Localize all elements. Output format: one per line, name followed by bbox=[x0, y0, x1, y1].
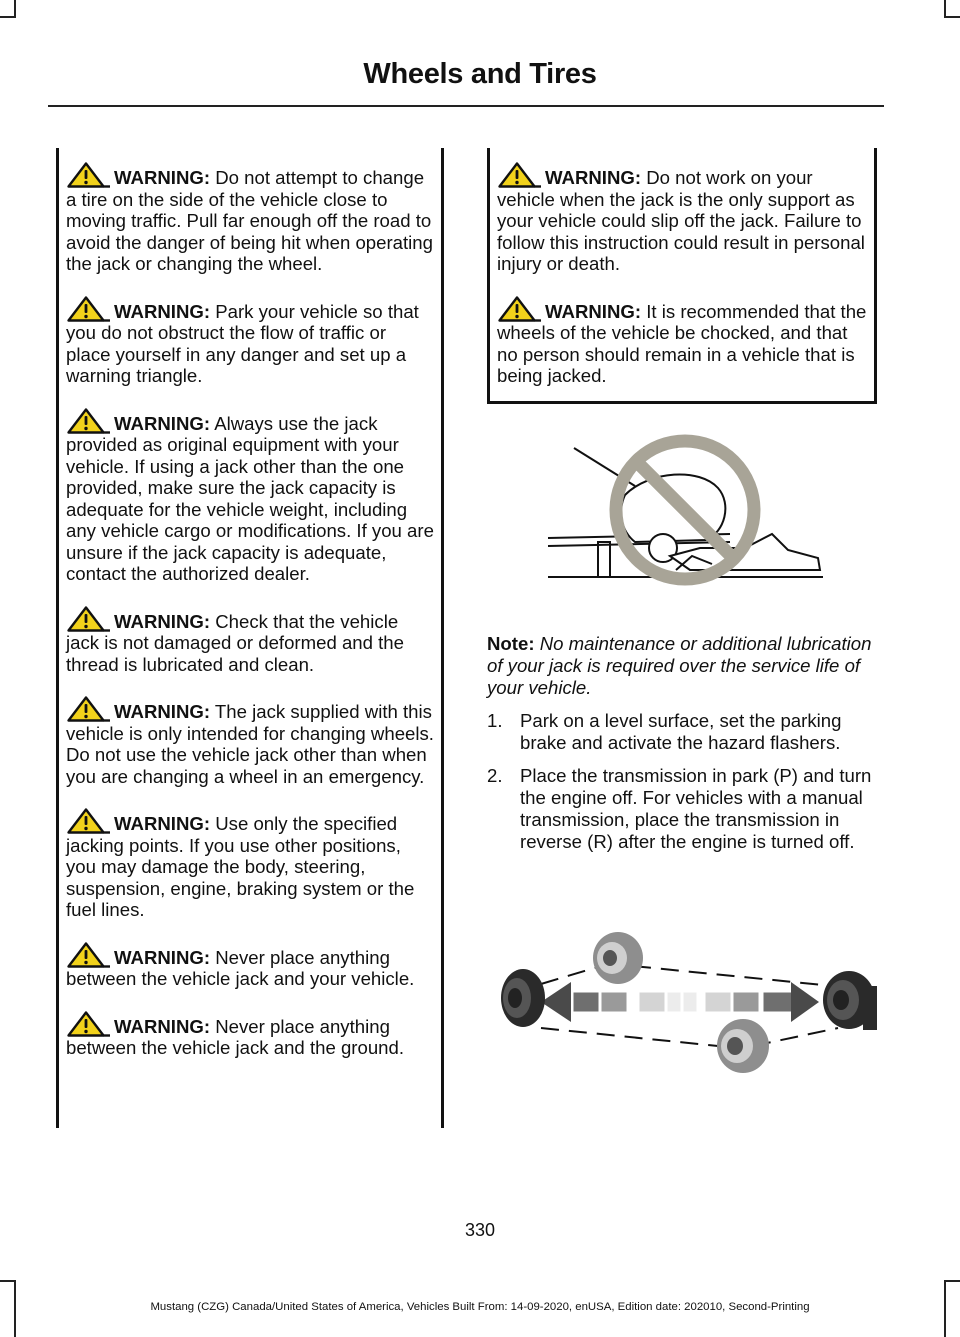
warning-triangle-icon bbox=[66, 296, 110, 322]
crop-mark bbox=[946, 1280, 960, 1282]
crop-mark bbox=[0, 1280, 14, 1282]
step-number: 2. bbox=[487, 765, 503, 786]
warning-text: Do not attempt to change a tire on the side of the vehicle close to moving traffic. Pull far enough off the road to avoid the danger of being hit when operating the jack or changing the wheel. bbox=[66, 167, 433, 274]
warning-item bbox=[66, 162, 435, 275]
chocked-tire-icon bbox=[823, 971, 877, 1030]
step-text: Park on a level surface, set the parking brake and activate the hazard flashers. bbox=[520, 710, 842, 753]
warning-triangle-icon bbox=[497, 162, 541, 188]
tire-icon bbox=[593, 932, 643, 984]
warning-text: Do not work on your vehicle when the jack is the only support as your vehicle could slip off the jack. Failure to follow this instruction could result in personal injury or death. bbox=[497, 167, 865, 274]
footer-text: Mustang (CZG) Canada/United States of America, Vehicles Built From: 14-09-2020, enUSA, Edition date: 202010, Second-Printing bbox=[150, 1301, 810, 1313]
crop-mark bbox=[14, 0, 16, 18]
warning-text: Always use the jack provided as original equipment with your vehicle. If using a jack other than the one provided, make sure the jack capacity is adequate for the vehicle weight, including any vehicle cargo or modifications. If you are unsure if the jack capacity is adequate, contact the authorized dealer. bbox=[66, 412, 434, 584]
warning-item bbox=[66, 296, 435, 387]
warning-text: Never place anything between the vehicle jack and the ground. bbox=[66, 1015, 405, 1058]
warning-text: The jack supplied with this vehicle is only intended for changing wheels. Do not use the vehicle jack other than when you are changing a wheel in an emergency. bbox=[66, 701, 434, 787]
warning-item bbox=[66, 606, 435, 676]
note-label: Note: bbox=[487, 633, 535, 654]
warning-item bbox=[497, 296, 868, 387]
warning-triangle-icon bbox=[66, 808, 110, 834]
warning-triangle-icon bbox=[66, 606, 110, 632]
warning-label: WARNING: bbox=[545, 300, 642, 322]
warning-text: It is recommended that the wheels of the vehicle be chocked, and that no person should remain in a vehicle that is being jacked. bbox=[497, 300, 867, 386]
warning-label: WARNING: bbox=[545, 167, 642, 188]
step-item bbox=[487, 710, 879, 754]
crop-mark bbox=[0, 16, 14, 18]
instructions-column bbox=[487, 633, 879, 853]
warning-text: Use only the specified jacking points. If you use other positions, you may damage the body, steering, suspension, engine, braking system or the fuel lines. bbox=[66, 813, 415, 920]
warning-item bbox=[497, 162, 868, 275]
warning-item bbox=[66, 942, 435, 990]
warning-text: Check that the vehicle jack is not damaged or deformed and the thread is lubricated and clean. bbox=[66, 610, 404, 675]
warning-label: WARNING: bbox=[114, 1015, 211, 1037]
warning-triangle-icon bbox=[497, 296, 541, 322]
warning-label: WARNING: bbox=[114, 946, 211, 968]
warning-triangle-icon bbox=[66, 1011, 110, 1037]
warning-triangle-icon bbox=[66, 408, 110, 434]
page-title: Wheels and Tires bbox=[363, 58, 597, 90]
wheel-chock-illustration bbox=[493, 928, 883, 1080]
warning-triangle-icon bbox=[66, 942, 110, 968]
warning-text: Never place anything between the vehicle jack and your vehicle. bbox=[66, 946, 415, 989]
left-warning-column bbox=[56, 148, 444, 1128]
step-number: 1. bbox=[487, 710, 503, 731]
tire-icon bbox=[717, 1019, 769, 1073]
warning-item bbox=[66, 408, 435, 585]
step-item bbox=[487, 765, 879, 853]
tire-icon bbox=[501, 969, 545, 1027]
warning-item bbox=[66, 696, 435, 787]
warning-label: WARNING: bbox=[114, 167, 211, 188]
warning-label: WARNING: bbox=[114, 412, 211, 434]
warning-label: WARNING: bbox=[114, 610, 211, 632]
warning-label: WARNING: bbox=[114, 813, 211, 834]
warning-label: WARNING: bbox=[114, 701, 211, 722]
right-warning-box bbox=[487, 148, 877, 404]
no-person-under-vehicle-illustration bbox=[540, 430, 830, 590]
page-number: 330 bbox=[464, 1220, 496, 1240]
title-rule bbox=[48, 105, 884, 107]
warning-text: Park your vehicle so that you do not obstruct the flow of traffic or place yourself in any danger and set up a warning triangle. bbox=[66, 300, 419, 386]
step-text: Place the transmission in park (P) and turn the engine off. For vehicles with a manual transmission, place the transmission in reverse (R) after the engine is turned off. bbox=[520, 765, 872, 852]
warning-triangle-icon bbox=[66, 696, 110, 722]
crop-mark bbox=[946, 16, 960, 18]
warning-item bbox=[66, 808, 435, 921]
warning-triangle-icon bbox=[66, 162, 110, 188]
warning-item bbox=[66, 1011, 435, 1059]
note-text: No maintenance or additional lubrication of your jack is required over the service life of your vehicle. bbox=[487, 633, 872, 698]
warning-label: WARNING: bbox=[114, 300, 211, 322]
note bbox=[487, 633, 879, 699]
